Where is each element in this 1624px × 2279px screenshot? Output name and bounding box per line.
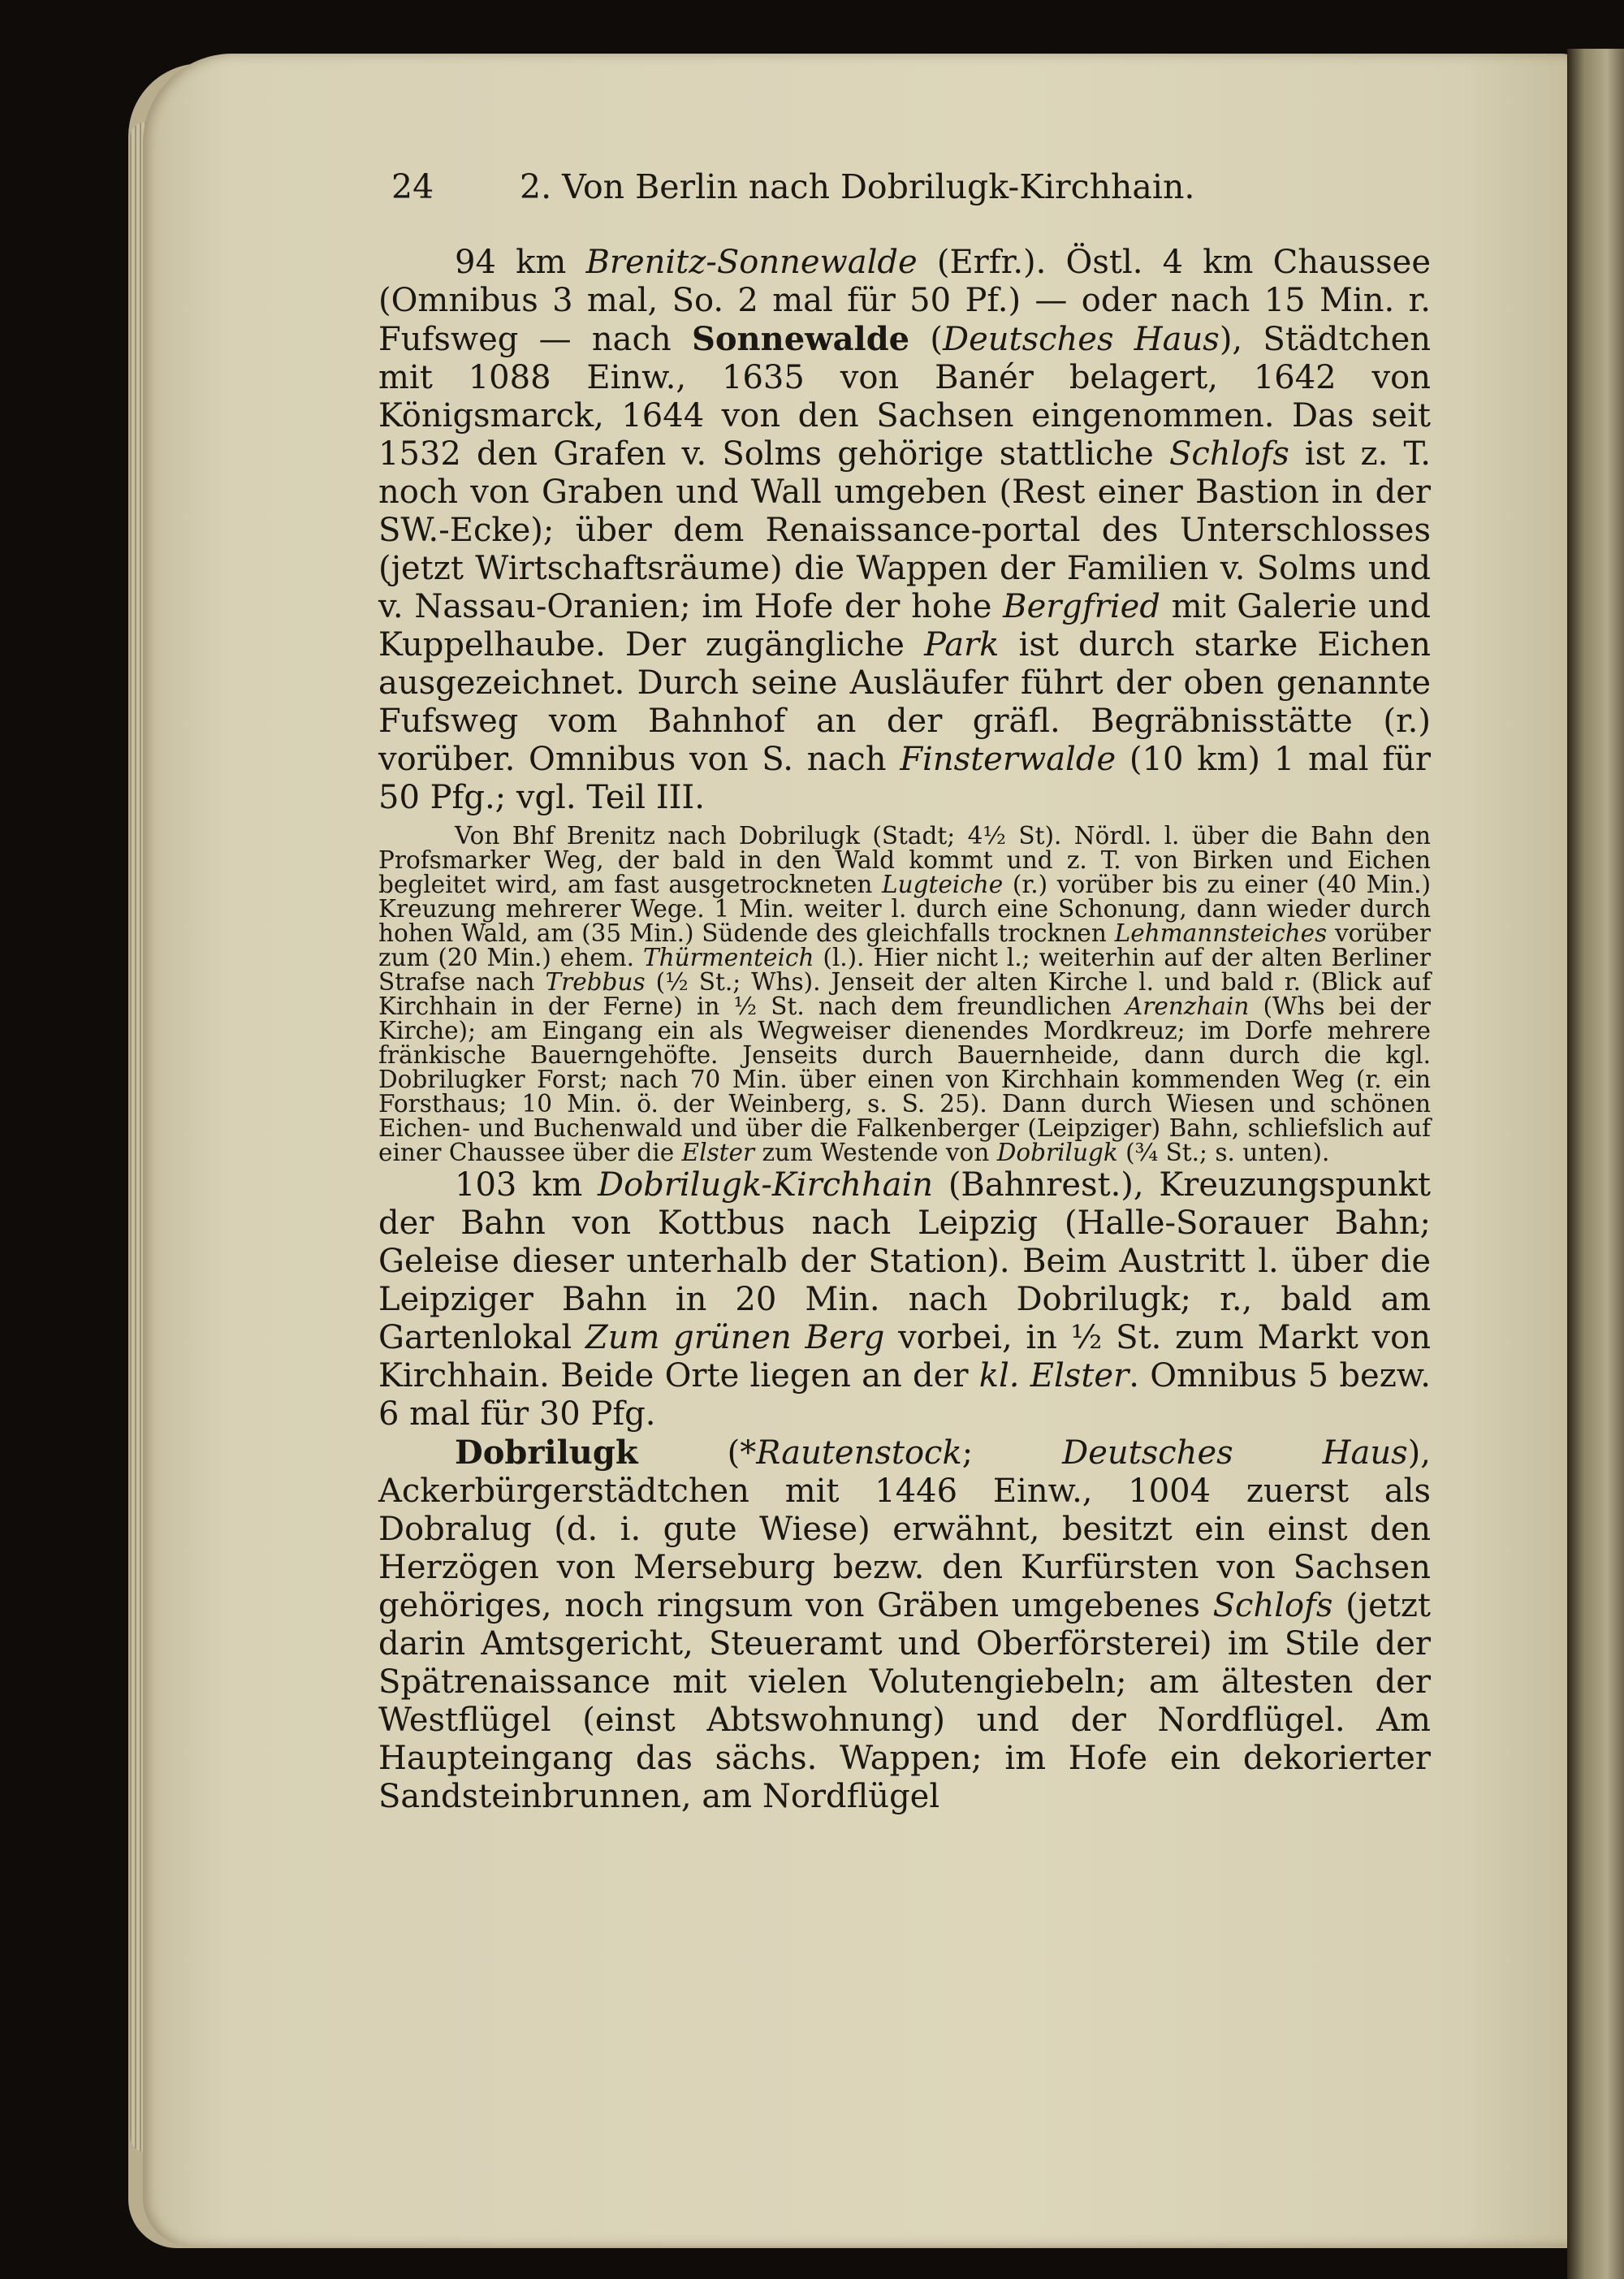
- sight-name: Schlofs: [1212, 1587, 1333, 1624]
- sight-name: Bergfried: [1003, 588, 1160, 625]
- text-run: 103 km: [455, 1166, 598, 1204]
- text-run: (: [909, 321, 944, 358]
- text-run: . Omnibus 5 bezw. 6 mal für 30 Pfg.: [378, 1357, 1431, 1433]
- place-name: Lehmannsteiches: [1114, 919, 1328, 947]
- text-run: (½ St.; Whs). Jenseit der alten Kirche l. und bald r. (Blick auf Kirchhain in der Ferne) in ½ St. nach dem freundlichen: [378, 968, 1431, 1020]
- place-name: Lugteiche: [882, 871, 1004, 898]
- text-run: ), Städtchen mit 1088 Einw., 1635 von Banér belagert, 1642 von Königsmarck, 1644 von den Sachsen eingenommen. Das seit 1532 den Grafen v. Solms gehörige stattliche: [378, 321, 1432, 473]
- text-run: vorbei, in ½ St. zum Markt von Kirchhain. Beide Orte liegen an der: [378, 1319, 1431, 1395]
- place-name: Thürmenteich: [642, 944, 814, 971]
- place-name: Brenitz-Sonnewalde: [585, 244, 918, 281]
- text-run: ist durch starke Eichen ausgezeichnet. Durch seine Ausläufer führt der oben genannte Fufsweg vom Bahnhof an der gräfl. Begräbnisstätte (r.) vorüber. Omnibus von S. nach: [378, 626, 1431, 778]
- text-run: ist z. T. noch von Graben und Wall umgeben (Rest einer Bastion in der SW.-Ecke); über dem Renaissance-portal des Unterschlosses (jetzt Wirtschaftsräume) die Wappen der Familien v. Solms und v. Nassau-Oranien; im Hofe der hohe: [378, 435, 1431, 625]
- sight-name: Park: [924, 626, 1000, 664]
- text-run: (Bahnrest.), Kreuzungspunkt der Bahn von Kottbus nach Leipzig (Halle-Sorauer Bahn; Geleise dieser unterhalb der Station). Beim Austritt l. über die Leipziger Bahn in 20 Min. nach Dobrilugk; r., bald am Gartenlokal: [378, 1166, 1431, 1356]
- text-run: (¾ St.; s. unten).: [1117, 1139, 1330, 1166]
- text-run: (jetzt darin Amtsgericht, Steueramt und Oberförsterei) im Stile der Spätrenaissance mit vielen Volutengiebeln; am ältesten der Westflügel (einst Abtswohnung) und der Nordflügel. Am Haupteingang das sächs. Wappen; im Hofe ein dekorierter Sandsteinbrunnen, am Nordflügel: [378, 1587, 1431, 1815]
- paragraph-dobrilugk: [378, 1434, 1431, 1816]
- text-run: vorüber zum (20 Min.) ehem.: [378, 919, 1431, 971]
- paragraph-walking-route: [378, 824, 1431, 1165]
- sight-name: Schlofs: [1168, 435, 1289, 473]
- place-name-bold: Dobrilugk: [455, 1434, 638, 1472]
- place-name: Arenzhain: [1125, 992, 1250, 1020]
- paragraph-brenitz: [378, 244, 1431, 817]
- text-run: ), Ackerbürgerstädtchen mit 1446 Einw., 1004 zuerst als Dobralug (d. i. gute Wiese) erwähnt, besitzt ein einst den Herzögen von Merseburg bezw. den Kurfürsten von Sachsen gehöriges, noch ringsum von Gräben umgebenes: [378, 1434, 1431, 1624]
- text-run: (Whs bei der Kirche); am Eingang ein als Wegweiser dienendes Mordkreuz; im Dorfe mehrere fränkische Bauerngehöfte. Jenseits durch Bauernheide, dann durch die kgl. Dobrilugker Forst; nach 70 Min. über einen von Kirchhain kommenden Weg (r. ein Forsthaus; 10 Min. ö. der Weinberg, s. S. 25). Dann durch Wiesen und schönen Eichen- und Buchenwald und über die Falkenberger (Leipziger) Bahn, schliefslich auf einer Chaussee über die: [378, 992, 1431, 1166]
- hotel-name: Deutsches Haus: [1062, 1434, 1408, 1472]
- text-run: (l.). Hier nicht l.; weiterhin auf der alten Berliner Strafse nach: [378, 944, 1431, 996]
- page-number: 24: [391, 167, 434, 206]
- text-run: (*: [637, 1434, 757, 1472]
- place-name: Dobrilugk: [996, 1139, 1118, 1166]
- text-run: zum Westende von: [754, 1139, 997, 1166]
- text-run: mit Galerie und Kuppelhaube. Der zugängliche: [378, 588, 1432, 664]
- place-name: kl. Elster: [978, 1357, 1129, 1395]
- hotel-name: Deutsches Haus: [943, 321, 1220, 358]
- place-name: Trebbus: [545, 968, 646, 996]
- text-run: Von Bhf Brenitz nach Dobrilugk (Stadt; 4½ St). Nördl. l. über die Bahn den Profsmarker Weg, der bald in den Wald kommt und z. T. von Birken und Eichen begleitet wird, am fast ausgetrockneten: [378, 822, 1431, 898]
- facing-page-edge: [1567, 49, 1624, 2279]
- text-run: (r.) vorüber bis zu einer (40 Min.) Kreuzung mehrerer Wege. 1 Min. weiter l. durch eine Schonung, dann wieder durch hohen Wald, am (35 Min.) Südende des gleichfalls trocknen: [378, 871, 1431, 947]
- text-run: ;: [961, 1434, 1063, 1472]
- place-name: Zum grünen Berg: [585, 1319, 885, 1356]
- hotel-name: Rautenstock: [756, 1434, 962, 1472]
- running-header: [378, 162, 1431, 211]
- place-name: Dobrilugk-Kirchhain: [598, 1166, 934, 1204]
- page-content: [378, 162, 1431, 1816]
- text-run: (Erfr.). Östl. 4 km Chaussee (Omnibus 3 mal, So. 2 mal für 50 Pf.) — oder nach 15 Min. r. Fufsweg — nach: [378, 244, 1431, 358]
- place-name: Elster: [681, 1139, 755, 1166]
- text-run: 94 km: [455, 244, 586, 281]
- place-name: Finsterwalde: [900, 741, 1116, 778]
- paragraph-dobrilugk-kirchhain: [378, 1166, 1431, 1434]
- chapter-title: 2. Von Berlin nach Dobrilugk-Kirchhain.: [520, 167, 1195, 206]
- place-name-bold: Sonnewalde: [691, 320, 910, 358]
- text-run: (10 km) 1 mal für 50 Pfg.; vgl. Teil III.: [378, 741, 1432, 816]
